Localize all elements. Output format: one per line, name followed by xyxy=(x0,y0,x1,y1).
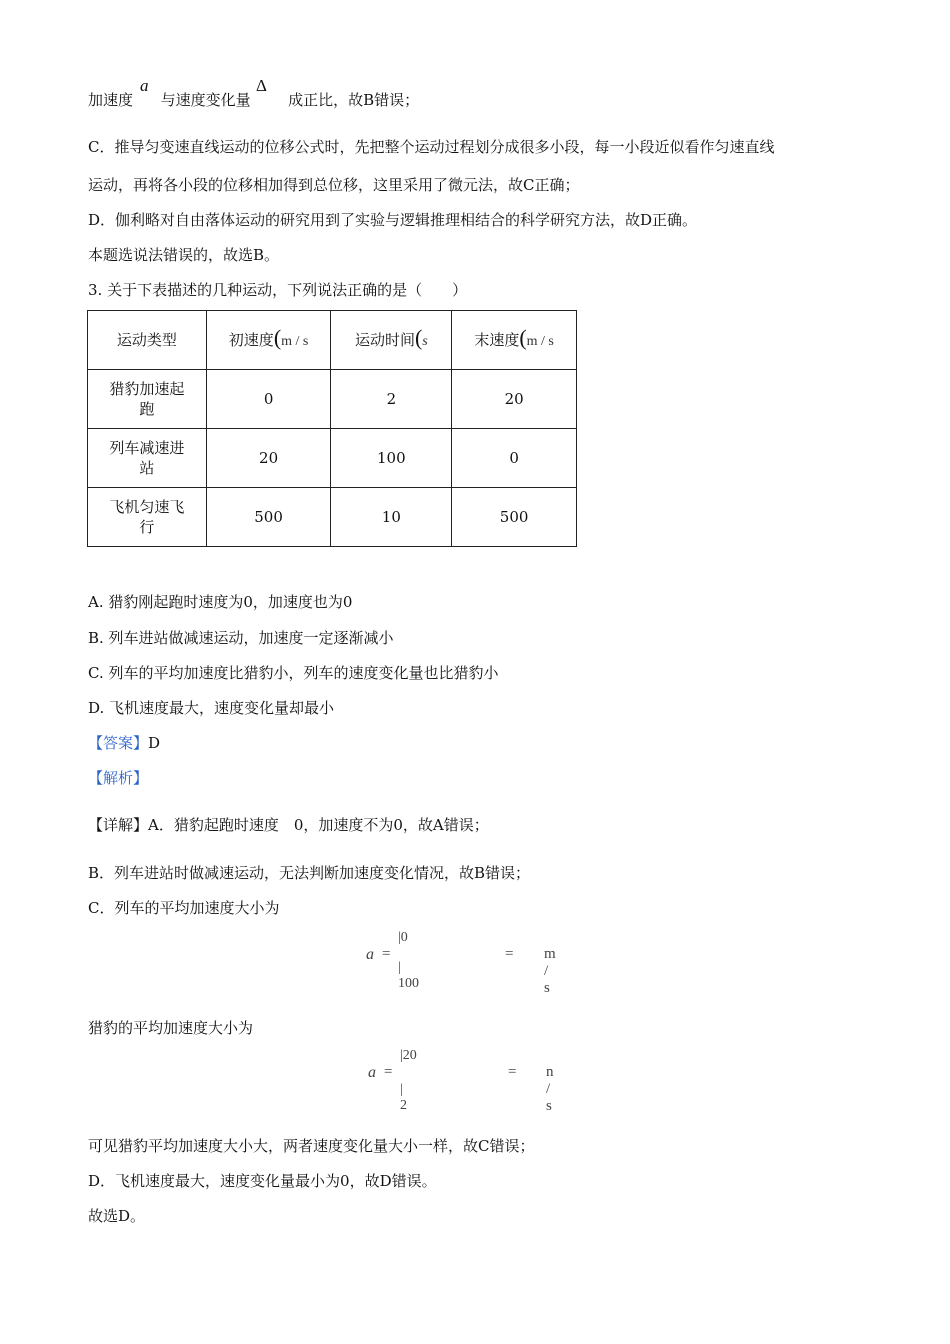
option-b: B. 列车进站做减速运动，加速度一定逐渐减小 xyxy=(88,629,394,647)
symbol-delta: Δ xyxy=(256,76,267,95)
cheetah-accel-text: 猎豹的平均加速度大小为 xyxy=(88,1019,254,1037)
symbol-a: a xyxy=(140,76,149,95)
header-unit: s xyxy=(422,334,428,349)
detail-a-text: A．猎豹起跑时速度 0，加速度不为0，故A错误； xyxy=(148,816,489,834)
table-cell xyxy=(88,370,207,429)
formula-lhs: a xyxy=(368,1064,376,1081)
table-cell: 2 xyxy=(331,370,452,429)
cell-text: 飞机匀速飞 xyxy=(109,498,185,516)
table-cell: 100 xyxy=(331,429,452,488)
formula-numerator: |0 xyxy=(398,930,408,945)
text-line-1 xyxy=(88,90,419,110)
header-cell xyxy=(452,311,577,370)
formula-eq: = xyxy=(382,946,391,962)
header-paren: ( xyxy=(519,325,527,350)
text-proportional: 成正比，故B错误； xyxy=(288,91,420,109)
formula-denominator: | 2 xyxy=(400,1082,417,1113)
table-cell: 0 xyxy=(206,370,331,429)
table-cell: 0 xyxy=(452,429,577,488)
table-cell: 500 xyxy=(452,488,577,547)
formula-unit: m / s xyxy=(544,946,556,996)
table-row xyxy=(88,429,577,488)
header-unit: m / s xyxy=(281,334,309,349)
header-paren: ( xyxy=(414,325,423,350)
table-row xyxy=(88,370,577,429)
formula-eq2: = xyxy=(508,1064,517,1080)
header-cell xyxy=(88,311,207,370)
table-cell: 500 xyxy=(206,488,331,547)
table-row xyxy=(88,488,577,547)
formula-denominator: | 100 xyxy=(398,960,419,991)
header-label: 运动时间 xyxy=(354,331,415,349)
header-paren: ( xyxy=(273,325,282,350)
header-unit: m / s xyxy=(526,334,554,349)
option-a: A. 猎豹刚起跑时速度为0，加速度也为0 xyxy=(88,593,353,611)
header-label: 初速度 xyxy=(228,331,274,349)
table-cell xyxy=(88,429,207,488)
cell-text: 跑 xyxy=(139,400,155,418)
formula-eq: = xyxy=(384,1064,393,1080)
header-cell xyxy=(331,311,452,370)
formula-numerator: |20 xyxy=(400,1048,417,1063)
table-cell xyxy=(88,488,207,547)
text-accel: 加速度 xyxy=(88,91,134,109)
cell-text: 猎豹加速起 xyxy=(109,380,185,398)
table-header-row xyxy=(88,311,577,370)
table-cell: 20 xyxy=(452,370,577,429)
answer-line xyxy=(88,733,160,753)
cell-text: 列车减速进 xyxy=(109,439,185,457)
detail-tag: 【详解】 xyxy=(88,816,149,834)
header-cell xyxy=(206,311,331,370)
answer-tag: 【答案】 xyxy=(88,734,149,752)
detail-d: D．飞机速度最大，速度变化量最小为0，故D错误。 xyxy=(88,1172,437,1190)
conclusion-line: 本题选说法错误的，故选B。 xyxy=(88,246,280,264)
final-answer: 故选D。 xyxy=(88,1207,146,1225)
question-3-stem: 3. 关于下表描述的几种运动，下列说法正确的是（ ） xyxy=(88,281,468,299)
formula-eq2: = xyxy=(505,946,514,962)
detail-a xyxy=(88,815,489,835)
formula-lhs: a xyxy=(366,946,374,963)
header-label: 运动类型 xyxy=(116,331,177,349)
option-d: D. 飞机速度最大，速度变化量却最小 xyxy=(88,699,335,717)
text-velocity-change: 与速度变化量 xyxy=(160,91,251,109)
cell-text: 站 xyxy=(139,459,155,477)
option-c-line-1: C．推导匀变速直线运动的位移公式时，先把整个运动过程划分成很多小段，每一小段近似看作匀速直线 xyxy=(88,138,775,156)
analysis-tag: 【解析】 xyxy=(88,769,149,787)
formula-unit: n / s xyxy=(546,1064,554,1114)
answer-value: D xyxy=(148,734,161,752)
conclusion-c: 可见猎豹平均加速度大小大，两者速度变化量大小一样，故C错误； xyxy=(88,1137,535,1155)
cell-text: 行 xyxy=(139,518,155,536)
option-c-line-2: 运动，再将各小段的位移相加得到总位移，这里采用了微元法，故C正确； xyxy=(88,176,580,194)
table-cell: 20 xyxy=(206,429,331,488)
detail-b: B．列车进站时做减速运动，无法判断加速度变化情况，故B错误； xyxy=(88,864,531,882)
detail-c: C．列车的平均加速度大小为 xyxy=(88,899,280,917)
motion-table xyxy=(87,310,577,547)
option-d-line: D．伽利略对自由落体运动的研究用到了实验与逻辑推理相结合的科学研究方法，故D正确。 xyxy=(88,211,698,229)
option-c: C. 列车的平均加速度比猎豹小，列车的速度变化量也比猎豹小 xyxy=(88,664,499,682)
header-label: 末速度 xyxy=(474,331,520,349)
table-cell: 10 xyxy=(331,488,452,547)
